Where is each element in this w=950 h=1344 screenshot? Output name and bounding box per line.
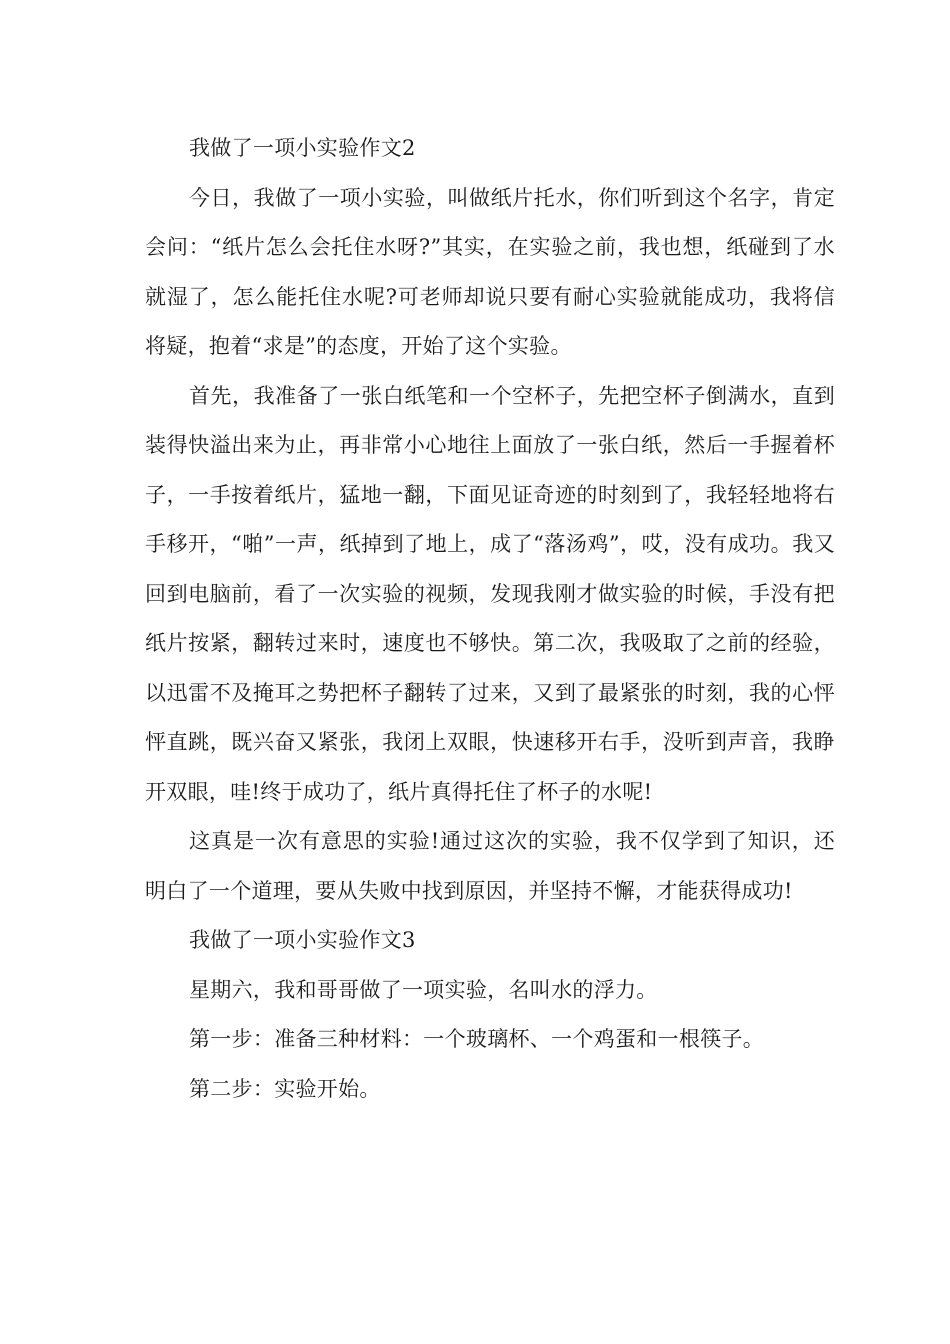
- paragraph: 星期六，我和哥哥做了一项实验，名叫水的浮力。: [189, 977, 658, 1002]
- essay-title: 我做了一项小实验作文2: [189, 136, 416, 160]
- paragraph: 第一步：准备三种材料：一个玻璃杯、一个鸡蛋和一根筷子。: [189, 1027, 765, 1051]
- paragraph: 首先，我准备了一张白纸笔和一个空杯子，先把空杯子倒满水，直到装得快溢出来为止，再非常小心地往上面放了一张白纸，然后一手握着杯子，一手按着纸片，猛地一翻，下面见证奇迹的时刻到了，我轻轻地将右手移开，“啪”一声，纸掉到了地上，成了“落汤鸡”，哎，没有成功。我又回到电脑前，看了一次实验的视频，发现我刚才做实验的时候，手没有把纸片按紧，翻转过来时，速度也不够快。第二次，我吸取了之前的经验，以迅雷不及掩耳之势把杯子翻转了过来，又到了最紧张的时刻，我的心怦怦直跳，既兴奋又紧张，我闭上双眼，快速移开右手，没听到声音，我睁开双眼，哇!终于成功了，纸片真得托住了杯子的水呢!: [145, 383, 835, 804]
- paragraph: 第二步：实验开始。: [189, 1076, 381, 1101]
- essay-title: 我做了一项小实验作文3: [189, 928, 416, 952]
- paragraph: 这真是一次有意思的实验!通过这次的实验，我不仅学到了知识，还明白了一个道理，要从失败中找到原因，并坚持不懈，才能获得成功!: [145, 829, 835, 903]
- document-body: [145, 124, 835, 1114]
- paragraph: 今日，我做了一项小实验，叫做纸片托水，你们听到这个名字，肯定会问：“纸片怎么会托住水呀?”其实，在实验之前，我也想，纸碰到了水就湿了，怎么能托住水呢?可老师却说只要有耐心实验就能成功，我将信将疑，抱着“求是”的态度，开始了这个实验。: [145, 185, 835, 358]
